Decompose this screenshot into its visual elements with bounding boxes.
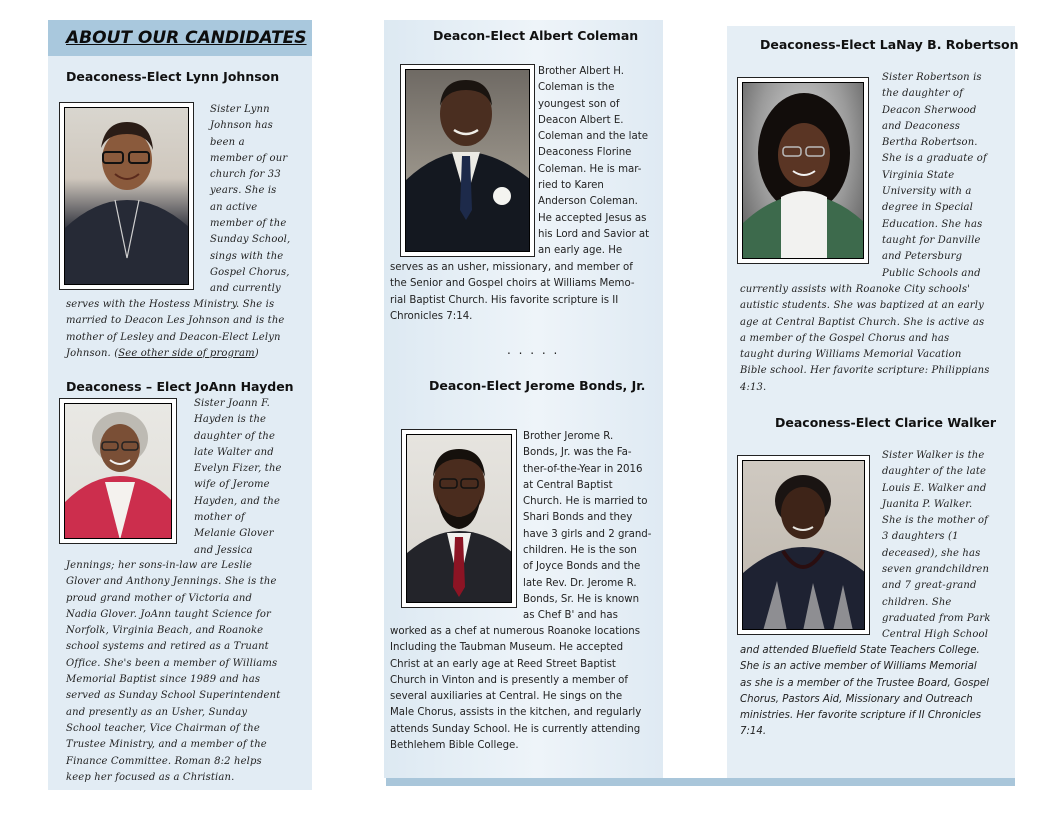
bio-line: Brother Jerome R. (523, 431, 614, 442)
heading-lynn-johnson: Deaconess-Elect Lynn Johnson (66, 69, 280, 84)
bio-line: sings with the (210, 250, 284, 262)
bio-text: Johnson. ( (66, 347, 119, 359)
banner-title: ABOUT OUR CANDIDATES (66, 28, 307, 48)
bio-line: Johnson has (210, 120, 273, 132)
bio-line: attends Sunday School. He is currently attending (390, 723, 641, 735)
bio-line: children. She (882, 596, 952, 608)
bio-line: daughter of the (194, 430, 276, 442)
bio-line: and Jessica (194, 544, 253, 556)
bio-line: autistic students. She was baptized at an early (740, 300, 984, 312)
bio-line: Virginia State (882, 169, 955, 181)
bio-line: and Deaconess (882, 120, 961, 132)
bio-line: Church in Vinton and is presently a member of (390, 674, 628, 686)
bio-line: 3 daughters (1 (882, 531, 959, 543)
bio-line: member of the (210, 218, 287, 230)
bio-line: daughter of the late (882, 466, 987, 478)
bio-line: serves as an usher, missionary, and member of (390, 262, 633, 273)
bio-line: been a (210, 136, 245, 148)
bio-line: deceased), she has (882, 547, 981, 559)
bio-side-albert-coleman (538, 64, 660, 260)
bio-line: Christ at an early age at Reed Street Baptist (390, 658, 616, 670)
bio-line: She is the mother of (882, 515, 989, 527)
bio-line: 7:14. (740, 726, 767, 738)
bio-line: and currently (210, 283, 281, 295)
bio-line: an early age. He (538, 245, 623, 257)
bio-line: Evelyn Fizer, the (194, 463, 282, 475)
bottom-bar (386, 778, 1015, 786)
bio-text: ) (254, 347, 259, 359)
heading-jerome-bonds: Deacon-Elect Jerome Bonds, Jr. (429, 378, 646, 393)
bio-full-clarice-walker (740, 643, 1012, 741)
bio-line: Bethlehem Bible College. (390, 740, 519, 752)
photo-clarice-walker (737, 455, 870, 635)
bio-line: Public Schools and (882, 267, 981, 279)
bio-line: youngest son of (538, 98, 620, 110)
bio-line: school systems and retired as a Truant (66, 641, 269, 653)
bio-line: at Central Baptist (523, 479, 613, 491)
bio-line: Male Chorus, assists in the kitchen, and regularly (390, 707, 642, 719)
bio-line: ther-of-the-Year in 2016 (523, 463, 643, 475)
bio-line: served as Sunday School Superintendent (66, 690, 281, 702)
heading-lanay-robertson: Deaconess-Elect LaNay B. Robertson (760, 37, 1019, 52)
bio-line: keep her focused as a Christian. (66, 771, 235, 783)
bio-line: seven grandchildren (882, 564, 990, 576)
bio-side-lanay-robertson (882, 70, 1008, 282)
bio-line: late Rev. Dr. Jerome R. (523, 577, 637, 589)
photo-joann-hayden (59, 398, 177, 544)
bio-line: mother of Lesley and Deacon-Elect Lelyn (66, 331, 281, 343)
bio-line: Deaconess Florine (538, 147, 632, 159)
bio-full-joann-hayden (66, 558, 306, 786)
bio-line: currently assists with Roanoke City schools' (740, 284, 971, 295)
bio-line: Sister Joann F. (194, 398, 270, 409)
bio-line: Chorus, Pastors Aid, Missionary and Outreach (740, 693, 973, 705)
bio-line: a member of the Gospel Chorus and has (740, 332, 950, 344)
photo-lanay-robertson (737, 77, 869, 264)
bio-line: rial Baptist Church. His favorite scripture is II (390, 294, 619, 306)
bio-line: the daughter of (882, 88, 964, 100)
bio-line: church for 33 (210, 169, 281, 181)
bio-line: ministries. Her favorite scripture if II Chronicles (740, 710, 982, 722)
bio-line: Office. She's been a member of Williams (66, 657, 278, 669)
bio-line: as she is a member of the Trustee Board, Gospel (740, 677, 989, 689)
bio-line: Bonds, Jr. was the Fa- (523, 447, 632, 459)
bio-line: Deacon Albert E. (538, 114, 624, 126)
bio-line: Coleman and the late (538, 131, 649, 143)
bio-line: Hayden is the (194, 414, 267, 426)
bio-line: and presently as an Usher, Sunday (66, 706, 248, 718)
bio-line: Melanie Glover (194, 528, 274, 540)
bio-line: mother of (194, 512, 245, 524)
bio-side-jerome-bonds (523, 429, 661, 625)
bio-line: and Petersburg (882, 251, 963, 263)
bio-line: Sunday School, (210, 234, 291, 246)
bio-line: Church. He is married to (523, 496, 648, 508)
bio-line: Sister Lynn (210, 104, 270, 115)
bio-side-lynn-johnson (210, 102, 300, 298)
heading-clarice-walker: Deaconess-Elect Clarice Walker (775, 415, 997, 430)
bio-line: worked as a chef at numerous Roanoke locations (390, 626, 641, 637)
bio-side-clarice-walker (882, 448, 1008, 644)
bio-line: School teacher, Vice Chairman of the (66, 722, 260, 734)
bio-line: Bible school. Her favorite scripture: Philippians (740, 365, 990, 377)
bio-line (66, 346, 306, 362)
photo-jerome-bonds (401, 429, 517, 608)
bio-line: Juanita P. Walker. (882, 498, 973, 510)
bio-line: Chronicles 7:14. (390, 310, 473, 322)
see-other-side-link[interactable]: See other side of program (118, 347, 255, 359)
bio-line: Shari Bonds and they (523, 512, 633, 524)
heading-albert-coleman: Deacon-Elect Albert Coleman (433, 28, 639, 43)
bio-line: the Senior and Gospel choirs at Williams Memo- (390, 278, 635, 290)
bio-line: Coleman. He is mar- (538, 163, 642, 175)
bio-line: Brother Albert H. (538, 66, 625, 77)
bio-line: Glover and Anthony Jennings. She is the (66, 576, 277, 588)
bio-line: his Lord and Savior at (538, 228, 650, 240)
bio-line: Jennings; her sons-in-law are Leslie (66, 560, 253, 571)
bio-line: University with a (882, 186, 972, 198)
section-separator: . . . . . (507, 343, 560, 357)
bio-line: taught during Williams Memorial Vacation (740, 349, 962, 361)
bio-line: late Walter and (194, 446, 274, 458)
bio-line: Louis E. Walker and (882, 482, 987, 494)
bio-line: Deacon Sherwood (882, 104, 977, 116)
bio-line: She is an active member of Williams Memorial (740, 661, 977, 673)
bio-line: proud grand mother of Victoria and (66, 592, 253, 604)
photo-lynn-johnson (59, 102, 194, 290)
bio-line: age at Central Baptist Church. She is active as (740, 316, 985, 328)
bio-line: Trustee Ministry, and a member of the (66, 739, 267, 751)
bio-line: She is a graduate of (882, 153, 987, 165)
bio-line: Education. She has (882, 218, 983, 230)
bio-line: taught for Danville (882, 234, 981, 246)
bio-line: have 3 girls and 2 grand- (523, 528, 652, 540)
bio-line: Hayden, and the (194, 495, 281, 507)
bio-full-albert-coleman (390, 260, 662, 325)
bio-full-jerome-bonds (390, 624, 662, 754)
bio-line: and attended Bluefield State Teachers College. (740, 645, 980, 656)
bio-line: serves with the Hostess Ministry. She is (66, 299, 275, 310)
photo-albert-coleman (400, 64, 535, 257)
bio-line: Nadia Glover. JoAnn taught Science for (66, 608, 271, 620)
bio-line: years. She is (210, 185, 277, 197)
bio-line: Bonds, Sr. He is known (523, 593, 640, 605)
heading-joann-hayden: Deaconess – Elect JoAnn Hayden (66, 379, 294, 394)
bio-line: Anderson Coleman. (538, 196, 638, 208)
bio-line: of Joyce Bonds and the (523, 561, 641, 573)
bio-line: Coleman is the (538, 82, 615, 94)
bio-line: Memorial Baptist since 1989 and has (66, 674, 261, 686)
bio-side-joann-hayden (194, 396, 294, 559)
bio-line: children. He is the son (523, 545, 637, 557)
bio-line: Gospel Chorus, (210, 266, 290, 278)
bio-line: member of our (210, 152, 288, 164)
bio-line: as Chef B' and has (523, 610, 618, 622)
bio-line: Sister Walker is the (882, 450, 985, 461)
bio-line: Including the Taubman Museum. He accepted (390, 642, 624, 654)
bio-line: Norfolk, Virginia Beach, and Roanoke (66, 625, 264, 637)
bio-line: 4:13. (740, 381, 767, 393)
bio-line: Finance Committee. Roman 8:2 helps (66, 755, 262, 767)
bio-full-lynn-johnson (66, 297, 306, 362)
section-banner (48, 20, 312, 56)
bio-line: Sister Robertson is (882, 72, 982, 83)
bio-line: Central High School (882, 629, 989, 641)
bio-line: degree in Special (882, 202, 974, 214)
bio-line: wife of Jerome (194, 479, 270, 491)
bio-line: ried to Karen (538, 180, 604, 192)
bio-line: He accepted Jesus as (538, 212, 647, 224)
bio-line: several auxiliaries at Central. He sings on the (390, 691, 623, 703)
bio-line: graduated from Park (882, 612, 991, 624)
bio-line: married to Deacon Les Johnson and is the (66, 315, 285, 327)
bio-line: and 7 great-grand (882, 580, 977, 592)
bio-line: Bertha Robertson. (882, 137, 978, 149)
bio-full-lanay-robertson (740, 282, 1012, 396)
bio-line: an active (210, 201, 258, 213)
